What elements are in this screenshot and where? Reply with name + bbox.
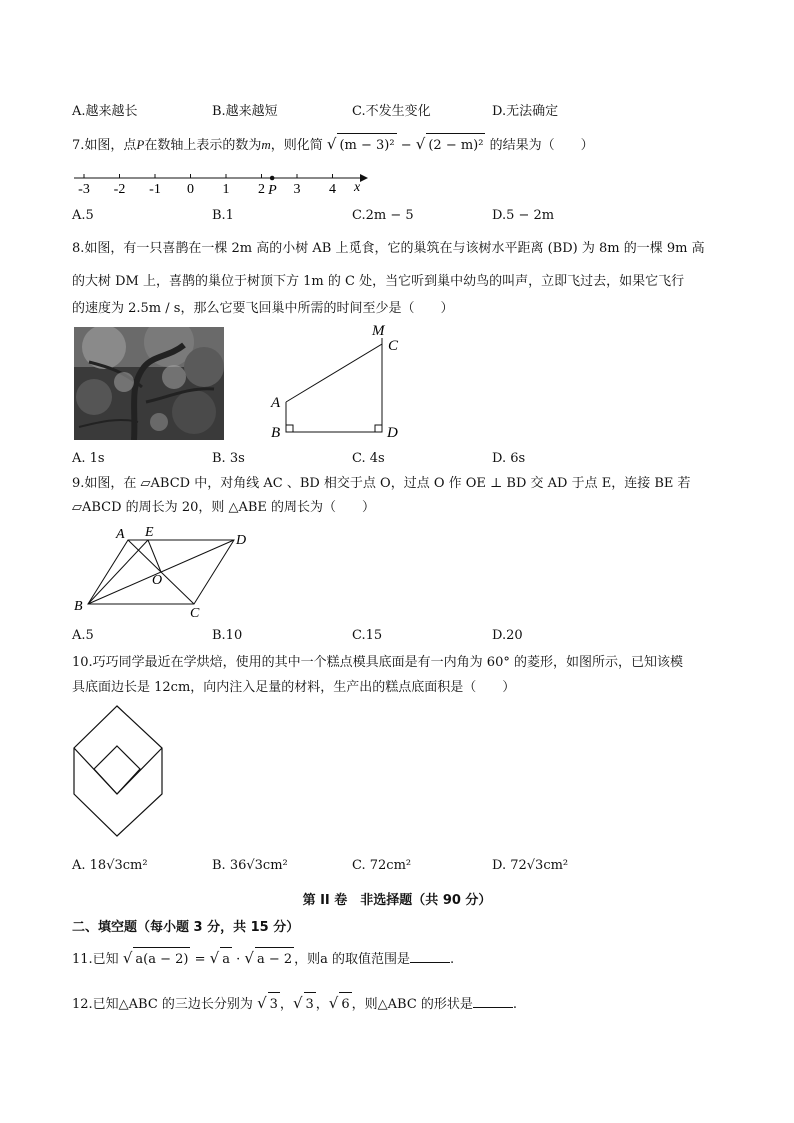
- number-line-axis-label: x: [354, 180, 361, 195]
- q6-option-c: C.不发生变化: [352, 104, 431, 119]
- number-line-tick-label: -2: [113, 182, 126, 197]
- number-line-tick-label: 4: [329, 182, 336, 197]
- number-line-tick-label: 1: [222, 182, 230, 197]
- q8-figure: [265, 320, 415, 445]
- number-line-tick-label: -3: [78, 182, 90, 197]
- q11-answer-blank[interactable]: [410, 950, 450, 963]
- label-e: E: [145, 525, 154, 540]
- q7-stem: 7.如图，点P在数轴上表示的数为m，则化简 √ (m − 3)² − √ (2 − m)² 的结果为（ ）: [72, 132, 732, 158]
- number-line-label-p: P: [268, 183, 277, 198]
- q9-line-1: 9.如图，在 ▱ABCD 中，对角线 AC 、BD 相交于点 O，过点 O 作 OE ⊥ BD 交 AD 于点 E，连接 BE 若: [72, 476, 691, 491]
- q10-option-c: C. 72cm²: [352, 858, 412, 873]
- q8-line-1: 8.如图，有一只喜鹊在一棵 2m 高的小树 AB 上觅食，它的巢筑在与该树水平距离 (BD) 为 8m 的一棵 9m 高: [72, 241, 705, 256]
- q7-option-d: D.5 − 2m: [492, 208, 555, 223]
- q11-stem: 11.已知 √ a(a − 2) = √ a · √ a − 2 ，则a 的取值范围是 .: [72, 946, 732, 972]
- label-c: C: [190, 606, 200, 620]
- q6-option-a: A.越来越长: [72, 104, 138, 119]
- part-2-title: 第 II 卷 非选择题（共 90 分）: [302, 893, 492, 908]
- q7-number-line: [70, 168, 380, 202]
- label-c: C: [388, 338, 399, 354]
- q12-answer-blank[interactable]: [473, 995, 513, 1008]
- q10-option-a: A. 18√3cm²: [72, 858, 148, 873]
- number-line-tick-label: 3: [293, 182, 301, 197]
- label-b: B: [74, 599, 83, 614]
- q10-option-d: D. 72√3cm²: [492, 858, 569, 873]
- q12-stem: 12.已知△ABC 的三边长分别为 √ 3 ，√ 3 ，√ 6 ，则△ABC 的形状是 .: [72, 991, 732, 1017]
- label-a: A: [271, 395, 281, 411]
- q9-parallelogram-figure: [70, 524, 260, 620]
- label-a: A: [116, 527, 125, 542]
- q7-option-b: B.1: [212, 208, 234, 223]
- q7-option-c: C.2m − 5: [352, 208, 414, 223]
- label-m: M: [372, 323, 385, 339]
- q7-radical-2: (2 − m)²: [426, 133, 485, 158]
- tree-photo: [74, 327, 224, 440]
- number-line-point-p: [270, 176, 275, 181]
- q9-option-b: B.10: [212, 628, 243, 643]
- q10-line-1: 10.巧巧同学最近在学烘焙，使用的其中一个糕点模具底面是有一内角为 60° 的菱形，如图所示，已知该模: [72, 655, 683, 670]
- q8-line-3: 的速度为 2.5m / s，那么它要飞回巢中所需的时间至少是（ ）: [72, 301, 454, 316]
- q6-option-d: D.无法确定: [492, 104, 559, 119]
- label-o: O: [152, 573, 163, 588]
- q10-line-2: 具底面边长是 12cm，向内注入足量的材料，生产出的糕点底面积是（ ）: [72, 680, 516, 695]
- q8-option-d: D. 6s: [492, 451, 526, 466]
- q9-option-a: A.5: [72, 628, 94, 643]
- q9-line-2: ▱ABCD 的周长为 20，则 △ABE 的周长为（ ）: [72, 500, 376, 515]
- q7-option-a: A.5: [72, 208, 94, 223]
- q9-option-d: D.20: [492, 628, 523, 643]
- label-d: D: [236, 533, 247, 548]
- q10-rhombus-mold-figure: [70, 702, 170, 842]
- q8-option-b: B. 3s: [212, 451, 245, 466]
- label-b: B: [271, 425, 281, 441]
- label-d: D: [387, 425, 398, 441]
- q7-radical-1: (m − 3)²: [337, 133, 396, 158]
- number-line-tick-label: 2: [258, 182, 265, 197]
- q8-option-c: C. 4s: [352, 451, 385, 466]
- number-line-tick-label: 0: [187, 182, 194, 197]
- section-2-title: 二、填空题（每小题 3 分，共 15 分）: [72, 920, 300, 935]
- q8-option-a: A. 1s: [72, 451, 105, 466]
- q6-option-b: B.越来越短: [212, 104, 278, 119]
- q9-option-c: C.15: [352, 628, 383, 643]
- q8-line-2: 的大树 DM 上，喜鹊的巢位于树顶下方 1m 的 C 处，当它听到巢中幼鸟的叫声，立即飞过去，如果它飞行: [72, 274, 685, 289]
- number-line-tick-label: -1: [149, 182, 161, 197]
- q10-option-b: B. 36√3cm²: [212, 858, 288, 873]
